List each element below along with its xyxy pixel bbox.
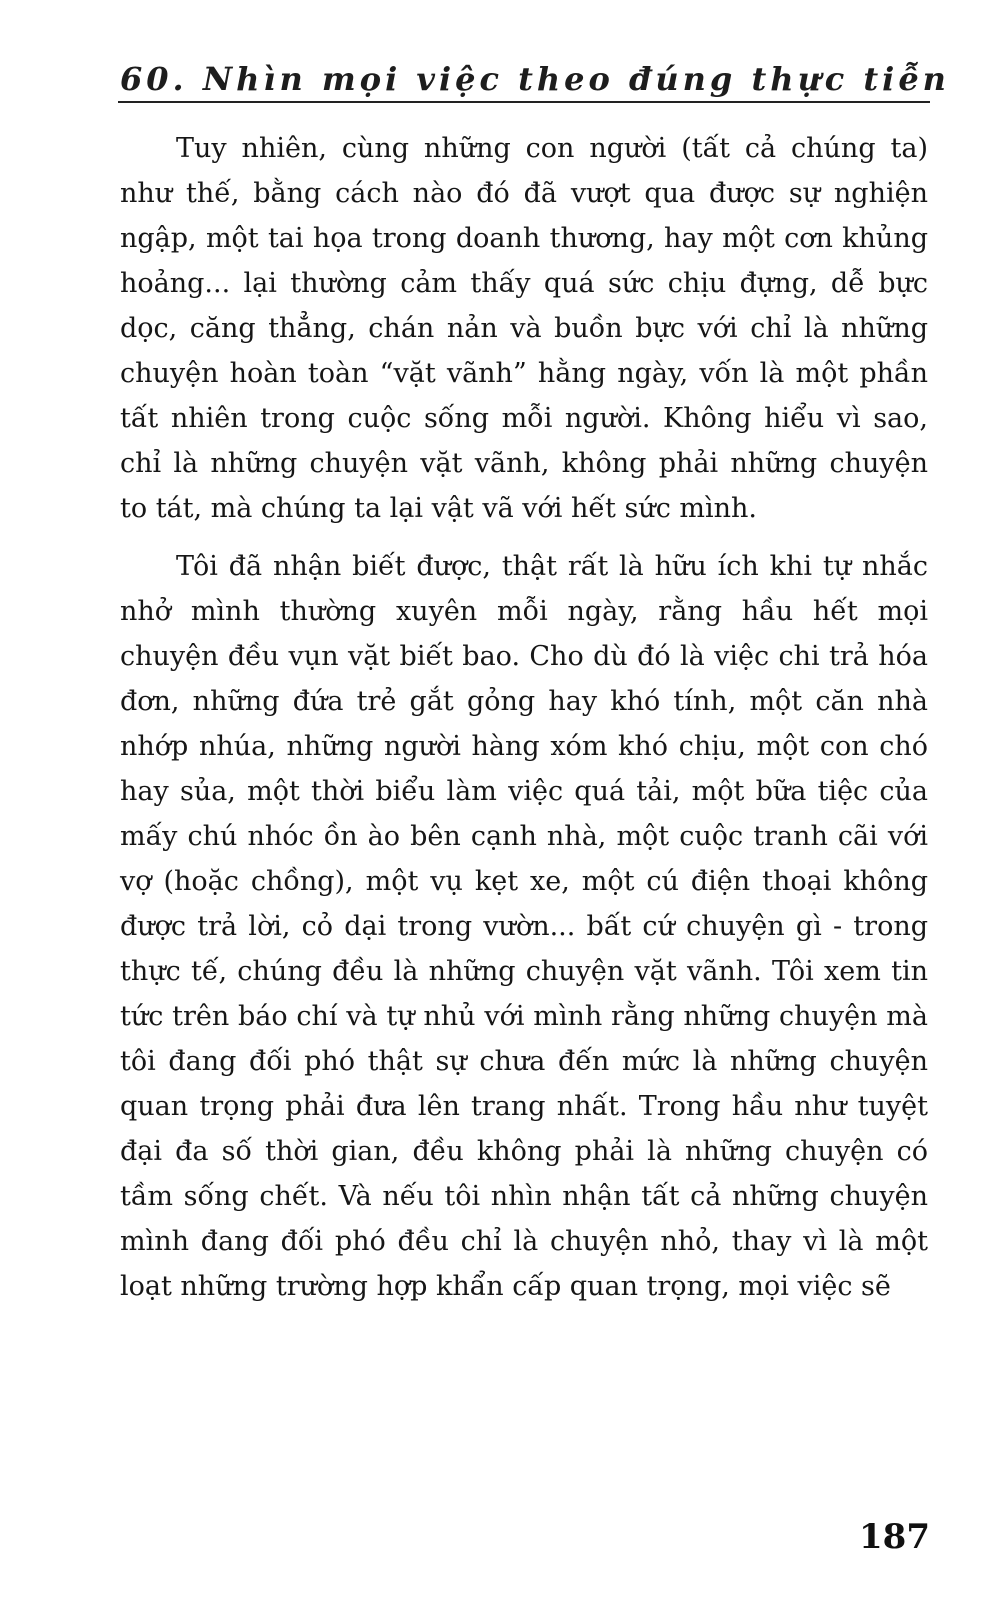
- page-number: 187: [859, 1517, 930, 1557]
- paragraph-1: Tuy nhiên, cùng những con người (tất cả chúng ta) như thế, bằng cách nào đó đã vượt qua được sự nghiện ngập, một tai họa trong doanh thương, hay một cơn khủng hoảng... lại thường cảm thấy quá sức chịu đựng, dễ bực dọc, căng thẳng, chán nản và buồn bực với chỉ là những chuyện hoàn toàn “vặt vãnh” hằng ngày, vốn là một phần tất nhiên trong cuộc sống mỗi người. Không hiểu vì sao, chỉ là những chuyện vặt vãnh, không phải những chuyện to tát, mà chúng ta lại vật vã với hết sức mình.: [120, 133, 928, 524]
- running-header-title: 60. Nhìn mọi việc theo đúng thực tiễn: [120, 60, 950, 98]
- body-text: [120, 126, 928, 1309]
- header-divider: [118, 101, 930, 103]
- paragraph-2: Tôi đã nhận biết được, thật rất là hữu ích khi tự nhắc nhở mình thường xuyên mỗi ngày, rằng hầu hết mọi chuyện đều vụn vặt biết bao. Cho dù đó là việc chi trả hóa đơn, những đứa trẻ gắt gỏng hay khó tính, một căn nhà nhớp nhúa, những người hàng xóm khó chịu, một con chó hay sủa, một thời biểu làm việc quá tải, một bữa tiệc của mấy chú nhóc ồn ào bên cạnh nhà, một cuộc tranh cãi với vợ (hoặc chồng), một vụ kẹt xe, một cú điện thoại không được trả lời, cỏ dại trong vườn... bất cứ chuyện gì - trong thực tế, chúng đều là những chuyện vặt vãnh. Tôi xem tin tức trên báo chí và tự nhủ với mình rằng những chuyện mà tôi đang đối phó thật sự chưa đến mức là những chuyện quan trọng phải đưa lên trang nhất. Trong hầu như tuyệt đại đa số thời gian, đều không phải là những chuyện có tầm sống chết. Và nếu tôi nhìn nhận tất cả những chuyện mình đang đối phó đều chỉ là chuyện nhỏ, thay vì là một loạt những trường hợp khẩn cấp quan trọng, mọi việc sẽ: [120, 551, 928, 1302]
